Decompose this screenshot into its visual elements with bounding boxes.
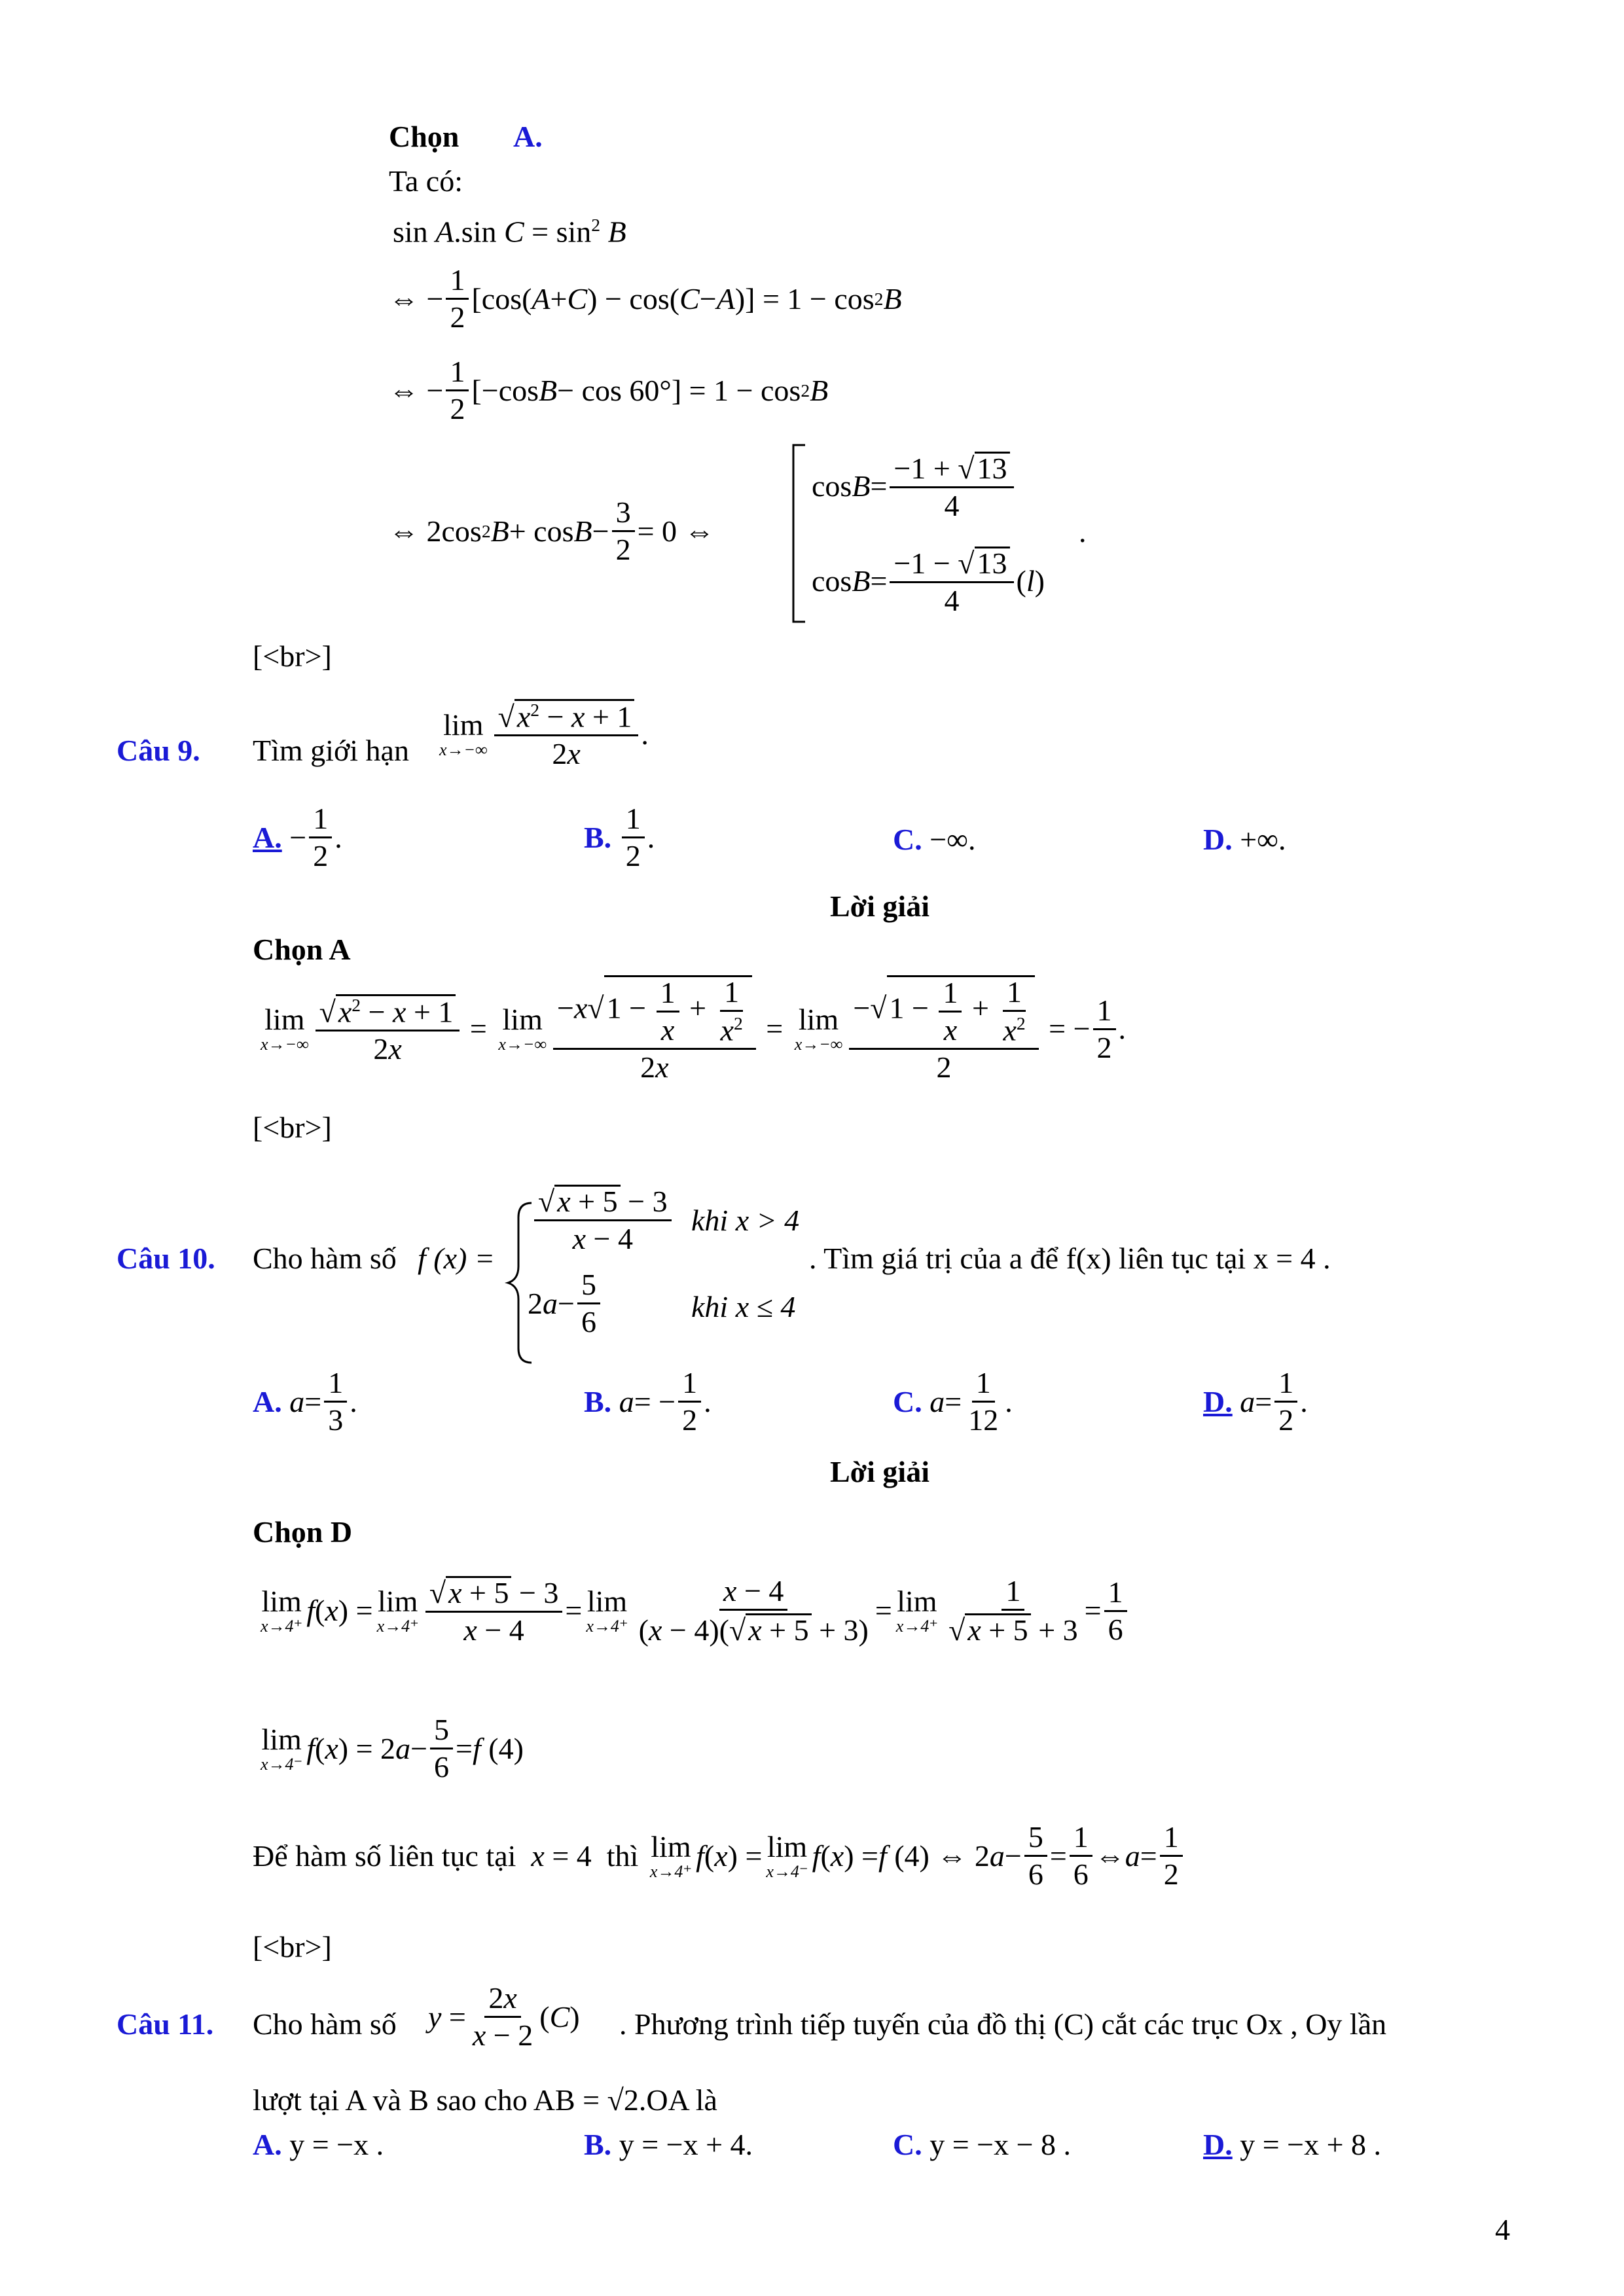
- q9-loi-giai: Lời giải: [830, 889, 929, 923]
- q9-chon: Chọn A: [253, 933, 351, 966]
- q9-solution: lim x→−∞ $\frac{√x^2 - x + 1}{2x}$ = lim x→−∞ −x√1 − $\frac{1}{x}$ + $\frac{1}{x^2}$ 2x = lim x→−∞ −√1 − $\frac{1}{x}$ + $\frac{1}{x^2}$ 2 = − $\frac{1}{2}$ .: [261, 975, 1127, 1085]
- br-tag-2: [<br>]: [253, 1111, 332, 1144]
- q9-option-a: A. − $\frac{1}{2}$ .: [253, 802, 342, 872]
- period: .: [1079, 515, 1087, 548]
- q9-prompt: Tìm giới hạn: [253, 734, 409, 767]
- q10-case-2: 2 a − $\frac{5}{6}$: [528, 1270, 603, 1337]
- equation-line-4: ⇔ 2cos 2 B + cos B − $\frac{3}{2}$ = 0 ⇔: [389, 495, 715, 566]
- q10-option-b: B. a = − $\frac{1}{2}$ .: [584, 1366, 712, 1437]
- q10-case-2-cond: khi x ≤ 4: [691, 1290, 796, 1323]
- q9-option-d: D. +∞.: [1203, 823, 1286, 856]
- q10-option-a: A. a = $\frac{1}{3}$ .: [253, 1366, 357, 1437]
- choose-answer: A.: [513, 120, 543, 153]
- choose-label: Chọn: [389, 120, 460, 153]
- q11-option-a: A. y = −x .: [253, 2128, 384, 2161]
- q9-expression: lim x→−∞ $\frac{√x^2 - x + 1}{2x}$ .: [439, 700, 649, 771]
- q11-option-c: C. y = −x − 8 .: [893, 2128, 1072, 2161]
- page-number: 4: [1495, 2213, 1510, 2246]
- q10-function-name: f (x) =: [418, 1242, 495, 1275]
- q10-label: Câu 10.: [117, 1242, 215, 1275]
- q10-loi-giai: Lời giải: [830, 1455, 929, 1488]
- q11-label: Câu 11.: [117, 2007, 214, 2041]
- q10-chon: Chọn D: [253, 1515, 353, 1549]
- q9-option-c: C. −∞.: [893, 823, 976, 856]
- q11-function: y = $\frac{2x}{x - 2}$ ( C ): [428, 1981, 580, 2052]
- case-1: cos B = $\frac{-1 + √13}{4}$: [812, 452, 1017, 521]
- q11-option-b: B. y = −x + 4.: [584, 2128, 753, 2161]
- q10-solution-line-1: lim x→4⁺ f ( x ) = lim x→4⁺ $\frac{√x + 5 - 3}{x - 4}$ = lim x→4⁺ $\frac{x - 4}{(x - 4)(√x + 5 + 3)}$ = lim x→4⁺ $\frac{1}{√x + 5 + 3}$ = $\frac{1}{6}$: [257, 1576, 1130, 1645]
- q10-solution-line-2: lim x→4⁻ f ( x ) = 2 a − $\frac{5}{6}$ = f (4): [261, 1713, 524, 1784]
- q10-prompt-start: Cho hàm số: [253, 1242, 397, 1275]
- case-2: cos B = $\frac{-1 - √13}{4}$ ( l ): [812, 547, 1045, 617]
- q11-prompt-end: . Phương trình tiếp tuyến của đồ thị (C) cắt các trục Ox , Oy lần: [619, 2007, 1387, 2041]
- q9-option-b: B. $\frac{1}{2}$ .: [584, 802, 655, 872]
- ta-co-text: Ta có:: [389, 164, 463, 198]
- q10-case-1-cond: khi x > 4: [691, 1204, 800, 1237]
- equation-line-3: ⇔ − $\frac{1}{2}$ [−cos B − cos 60°] = 1 − cos 2 B: [389, 355, 829, 425]
- q10-solution-line-3: Để hàm số liên tục tại x = 4 thì lim x→4⁺ f ( x ) = lim x→4⁻ f ( x ) = f (4) ⇔ 2 a − $\frac{5}{6}$ = $\frac{1}{6}$ ⇔ a = $\frac{1}{2}$: [253, 1822, 1185, 1890]
- q11-line-2: lượt tại A và B sao cho AB = √2.OA là: [253, 2083, 717, 2117]
- q11-option-d: D. y = −x + 8 .: [1203, 2128, 1382, 2161]
- equation-line-1: sin A.sin $C = \sin^2 B$: [393, 215, 626, 249]
- br-tag-1: [<br>]: [253, 639, 332, 673]
- q11-prompt-start: Cho hàm số: [253, 2007, 397, 2041]
- q10-case-1: $\frac{√x + 5 - 3}{x - 4}$: [532, 1185, 674, 1254]
- q10-option-c: C. a = $\frac{1}{12}$ .: [893, 1366, 1013, 1437]
- br-tag-3: [<br>]: [253, 1930, 332, 1964]
- equation-line-2: ⇔ − $\frac{1}{2}$ [cos( A + C ) − cos( C − A )] = 1 − cos 2 B: [389, 263, 902, 334]
- q10-prompt-end: . Tìm giá trị của a để f(x) liên tục tại x = 4 .: [809, 1242, 1331, 1275]
- q10-option-d: D. a = $\frac{1}{2}$ .: [1203, 1366, 1308, 1437]
- q9-label: Câu 9.: [117, 734, 200, 767]
